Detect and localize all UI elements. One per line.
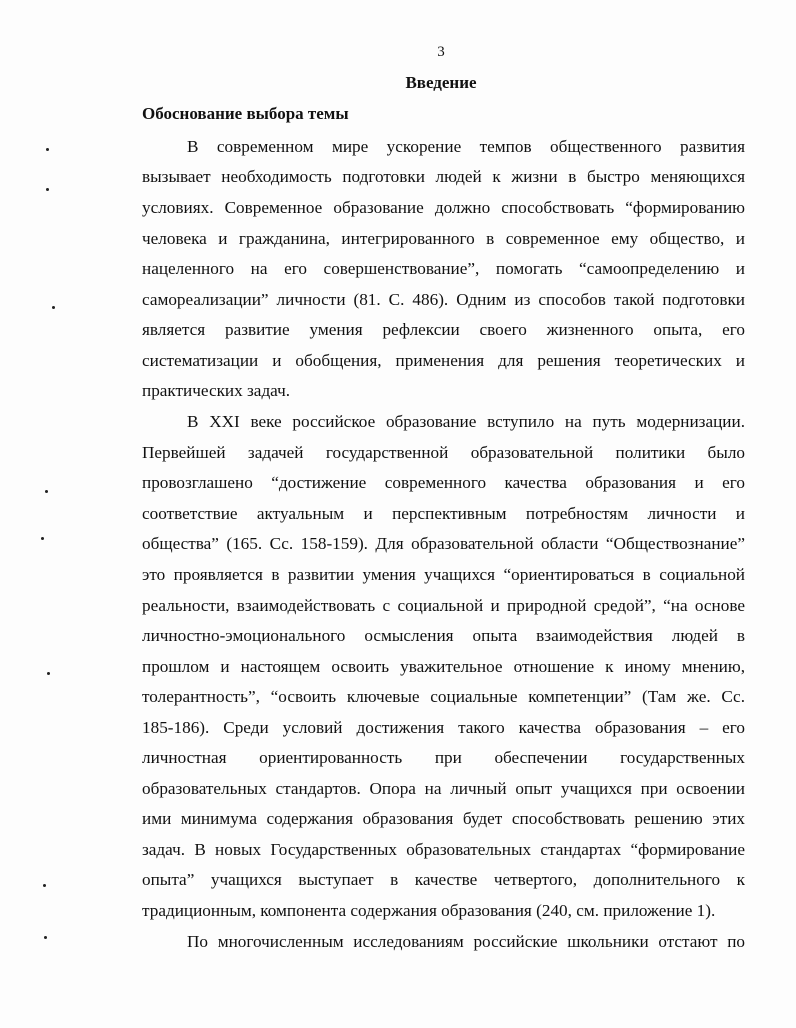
scan-speck	[45, 490, 48, 493]
text-line: образовательных стандартов. Опора на личный опыт учащихся при освоении	[142, 779, 745, 798]
scan-speck	[43, 884, 46, 887]
text-line: традиционным, компонента содержания образования (240, см. приложение 1).	[142, 901, 716, 920]
section-heading: Введение	[405, 73, 477, 92]
text-line: Первейшей задачей государственной образовательной политики было	[142, 443, 745, 462]
text-line: систематизации и обобщения, применения для решения теоретических и	[142, 351, 745, 370]
text-line: В XXI веке российское образование вступило на путь модернизации.	[187, 412, 745, 431]
text-line: вызывает необходимость подготовки людей к жизни в быстро меняющихся	[142, 167, 745, 186]
text-line: самореализации” личности (81. С. 486). Одним из способов такой подготовки	[142, 290, 745, 309]
scan-speck	[52, 306, 55, 309]
scan-speck	[41, 537, 44, 540]
scan-speck	[47, 672, 50, 675]
scan-speck	[46, 148, 49, 151]
text-line: провозглашено “достижение современного качества образования и его	[142, 473, 745, 492]
text-line: общества” (165. Сс. 158-159). Для образовательной области “Обществознание”	[142, 534, 745, 553]
scan-speck	[44, 936, 47, 939]
text-line: это проявляется в развитии умения учащихся “ориентироваться в социальной	[142, 565, 745, 584]
text-line: прошлом и настоящем освоить уважительное отношение к иному мнению,	[142, 657, 745, 676]
text-line: толерантность”, “освоить ключевые социальные компетенции” (Там же. Сс.	[142, 687, 745, 706]
text-line: личностно-эмоционального осмысления опыта взаимодействия людей в	[142, 626, 745, 645]
text-line: ими минимума содержания образования будет способствовать решению этих	[142, 809, 745, 828]
text-line: задач. В новых Государственных образовательных стандартах “формирование	[142, 840, 745, 859]
text-line: условиях. Современное образование должно способствовать “формированию	[142, 198, 745, 217]
text-line: является развитие умения рефлексии своего жизненного опыта, его	[142, 320, 745, 339]
text-line: нацеленного на его совершенствование”, помогать “самоопределению и	[142, 259, 745, 278]
scan-speck	[46, 188, 49, 191]
text-line: реальности, взаимодействовать с социальной и природной средой”, “на основе	[142, 596, 745, 615]
text-line: 185-186). Среди условий достижения такого качества образования – его	[142, 718, 745, 737]
text-line: человека и гражданина, интегрированного в современное ему общество, и	[142, 229, 745, 248]
text-line: соответствие актуальным и перспективным потребностям личности и	[142, 504, 745, 523]
text-line: По многочисленным исследованиям российские школьники отстают по	[187, 932, 745, 951]
page-number: 3	[437, 44, 445, 60]
text-line: В современном мире ускорение темпов общественного развития	[187, 137, 745, 156]
text-line: личностная ориентированность при обеспечении государственных	[142, 748, 745, 767]
subsection-heading: Обоснование выбора темы	[142, 104, 349, 123]
text-line: практических задач.	[142, 381, 291, 400]
text-line: опыта” учащихся выступает в качестве четвертого, дополнительного к	[142, 870, 745, 889]
